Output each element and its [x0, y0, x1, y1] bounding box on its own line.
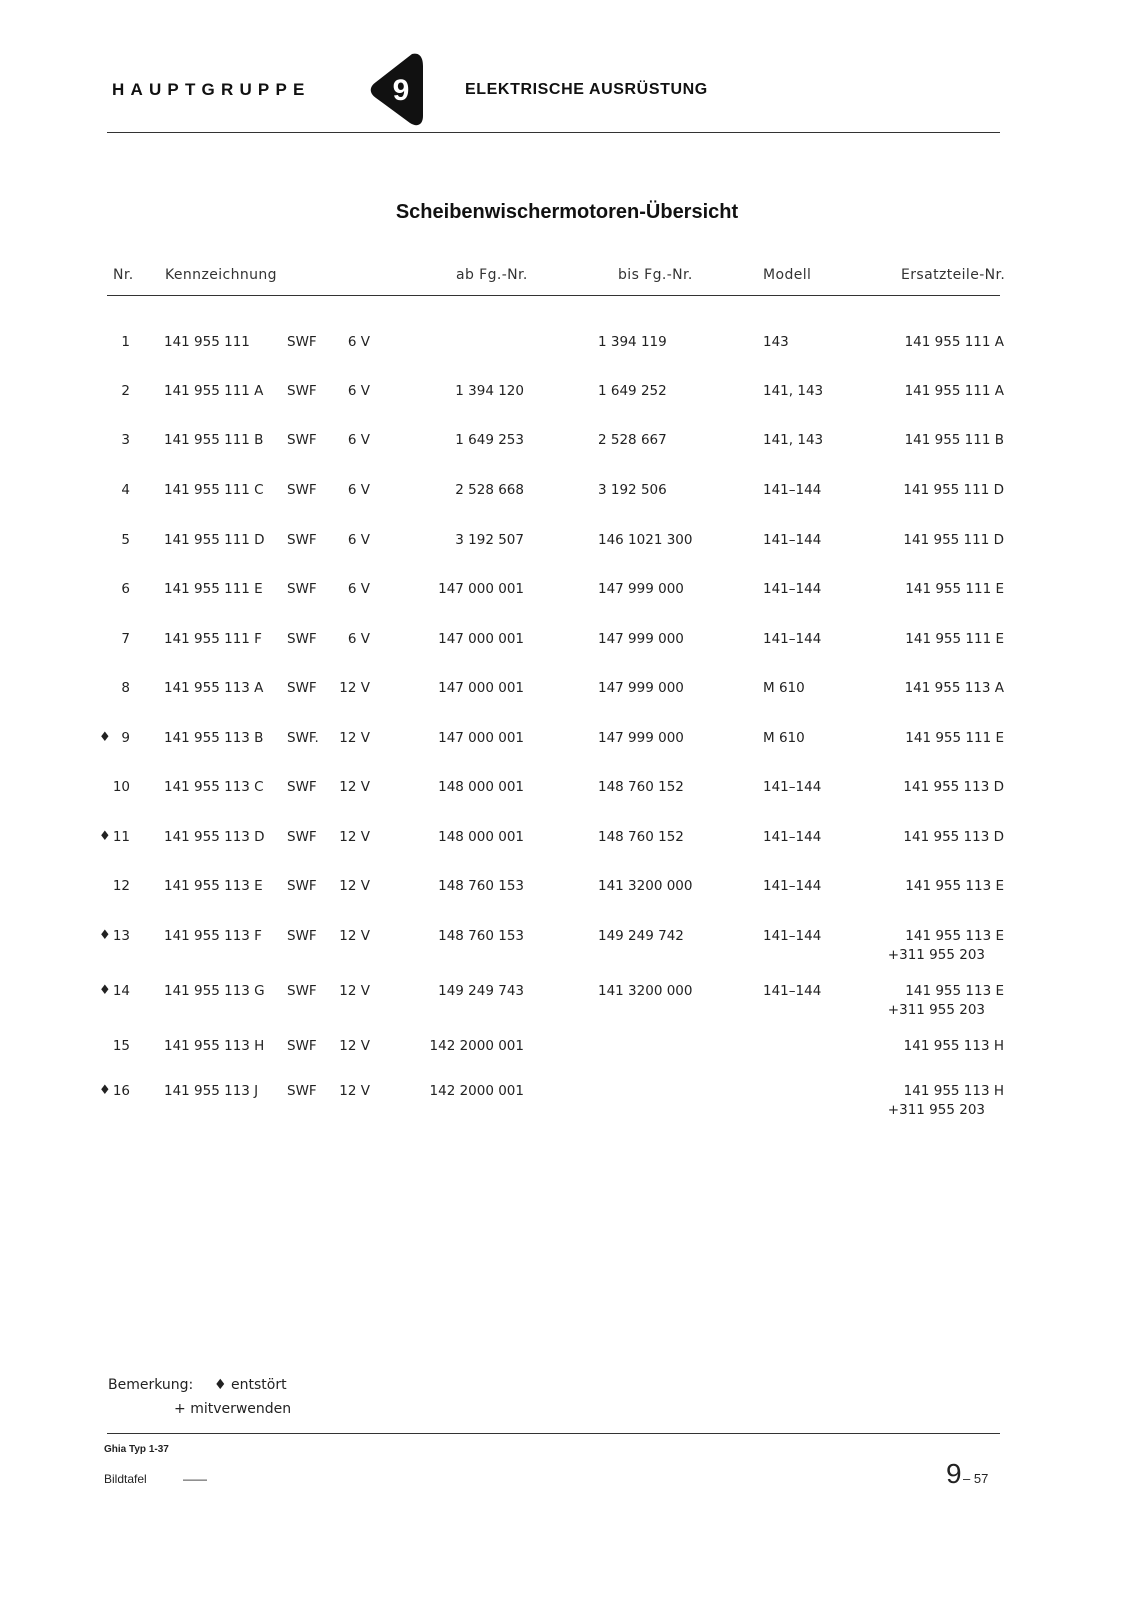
maker-cell: SWF: [287, 383, 317, 399]
ersatzteile-cell: 141 955 113 D: [903, 829, 1004, 845]
group-number-badge: [368, 52, 424, 128]
ab-fg-nr-cell: 3 192 507: [455, 532, 524, 548]
ersatzteile-cell: 141 955 111 D: [903, 532, 1004, 548]
ersatzteile-cell: 141 955 111 A: [904, 383, 1004, 399]
modell-cell: 141–144: [763, 829, 822, 845]
note-entstoert: [214, 1377, 287, 1393]
kennzeichnung-cell: 141 955 113 D: [164, 829, 265, 845]
table-row: [0, 983, 1134, 1018]
voltage-cell: 6 V: [347, 532, 370, 548]
ersatzteile-cell: 141 955 111 E: [905, 730, 1004, 746]
kennzeichnung-cell: 141 955 111 B: [164, 432, 264, 448]
table-row: [0, 730, 1134, 750]
nr-cell: 9: [121, 730, 130, 746]
ab-fg-nr-cell: 148 760 153: [438, 878, 524, 894]
bis-fg-nr-cell: 2 528 667: [598, 432, 667, 448]
ab-fg-nr-cell: 147 000 001: [438, 631, 524, 647]
ersatzteile-cell: 141 955 113 H: [903, 1038, 1004, 1054]
table-row: [0, 680, 1134, 700]
kennzeichnung-cell: 141 955 111 F: [164, 631, 262, 647]
modell-cell: 141, 143: [763, 432, 824, 448]
kennzeichnung-cell: 141 955 111 D: [164, 532, 265, 548]
page-number-major: 9: [946, 1458, 962, 1489]
modell-cell: 141–144: [763, 878, 822, 894]
ab-fg-nr-cell: 147 000 001: [438, 730, 524, 746]
maker-cell: SWF: [287, 532, 317, 548]
bildtafel-label: Bildtafel: [104, 1472, 147, 1486]
nr-cell: 11: [112, 829, 130, 845]
bis-fg-nr-cell: 1 649 252: [598, 383, 667, 399]
note-text: mitverwenden: [190, 1401, 292, 1417]
col-header-ersatzteile: Ersatzteile-Nr.: [901, 267, 1006, 283]
table-row: [0, 383, 1134, 403]
nr-cell: 10: [112, 779, 130, 795]
modell-cell: M 610: [763, 680, 805, 696]
bis-fg-nr-cell: 148 760 152: [598, 829, 684, 845]
table-row: [0, 1038, 1134, 1058]
nr-cell: 16: [112, 1083, 130, 1099]
modell-cell: 141–144: [763, 631, 822, 647]
ab-fg-nr-cell: 142 2000 001: [429, 1083, 524, 1099]
diamond-icon: ♦: [99, 1083, 111, 1098]
voltage-cell: 12 V: [339, 928, 370, 944]
modell-cell: 141–144: [763, 581, 822, 597]
ersatzteile-cell: 141 955 111 D: [903, 482, 1004, 498]
footer-rule: [107, 1433, 1000, 1434]
bis-fg-nr-cell: 147 999 000: [598, 631, 684, 647]
voltage-cell: 6 V: [347, 432, 370, 448]
nr-cell: 12: [112, 878, 130, 894]
maker-cell: SWF.: [287, 730, 319, 746]
modell-cell: 141–144: [763, 779, 822, 795]
ersatzteile-cell: 141 955 111 E: [905, 631, 1004, 647]
ersatzteile-cell: 141 955 113 A: [904, 680, 1004, 696]
voltage-cell: 6 V: [347, 383, 370, 399]
voltage-cell: 12 V: [339, 779, 370, 795]
ersatzteile-extra-cell: +311 955 203: [887, 1002, 985, 1018]
maker-cell: SWF: [287, 779, 317, 795]
modell-cell: 141–144: [763, 482, 822, 498]
voltage-cell: 12 V: [339, 1038, 370, 1054]
triangle-badge-icon: [368, 52, 424, 128]
col-header-nr: Nr.: [113, 267, 134, 283]
voltage-cell: 12 V: [339, 730, 370, 746]
maker-cell: SWF: [287, 334, 317, 350]
kennzeichnung-cell: 141 955 113 C: [164, 779, 264, 795]
col-header-bis: bis Fg.-Nr.: [618, 267, 693, 283]
bis-fg-nr-cell: 141 3200 000: [598, 878, 693, 894]
nr-cell: 4: [121, 482, 130, 498]
ersatzteile-cell: 141 955 113 E: [905, 928, 1004, 944]
table-row: [0, 482, 1134, 502]
ersatzteile-extra-cell: +311 955 203: [887, 947, 985, 963]
ersatzteile-cell: 141 955 113 E: [905, 878, 1004, 894]
table-row: [0, 1083, 1134, 1118]
diamond-icon: ♦: [99, 829, 111, 844]
page-title: Scheibenwischermotoren-Übersicht: [395, 201, 739, 223]
nr-cell: 3: [121, 432, 130, 448]
ab-fg-nr-cell: 1 394 120: [455, 383, 524, 399]
nr-cell: 15: [112, 1038, 130, 1054]
voltage-cell: 6 V: [347, 581, 370, 597]
col-header-ab: ab Fg.-Nr.: [456, 267, 528, 283]
ab-fg-nr-cell: 148 760 153: [438, 928, 524, 944]
col-header-kennzeichnung: Kennzeichnung: [165, 267, 277, 283]
diamond-icon: ♦: [99, 983, 111, 998]
header-rule: [107, 132, 1000, 133]
voltage-cell: 6 V: [347, 482, 370, 498]
nr-cell: 7: [121, 631, 130, 647]
maker-cell: SWF: [287, 983, 317, 999]
bis-fg-nr-cell: 141 3200 000: [598, 983, 693, 999]
ab-fg-nr-cell: 147 000 001: [438, 680, 524, 696]
section-label: ELEKTRISCHE AUSRÜSTUNG: [465, 81, 708, 98]
maker-cell: SWF: [287, 432, 317, 448]
table-row: [0, 334, 1134, 354]
note-mitverwenden: [174, 1401, 291, 1417]
bis-fg-nr-cell: 146 1021 300: [598, 532, 693, 548]
kennzeichnung-cell: 141 955 111 A: [164, 383, 264, 399]
kennzeichnung-cell: 141 955 113 B: [164, 730, 264, 746]
nr-cell: 2: [121, 383, 130, 399]
ab-fg-nr-cell: 148 000 001: [438, 779, 524, 795]
note-text: entstört: [231, 1377, 287, 1393]
page-number-minor: – 57: [963, 1471, 989, 1486]
modell-cell: 141–144: [763, 983, 822, 999]
table-row: [0, 928, 1134, 963]
maker-cell: SWF: [287, 878, 317, 894]
maker-cell: SWF: [287, 1083, 317, 1099]
table-row: [0, 779, 1134, 799]
modell-cell: 141–144: [763, 532, 822, 548]
maker-cell: SWF: [287, 928, 317, 944]
nr-cell: 1: [121, 334, 130, 350]
modell-cell: M 610: [763, 730, 805, 746]
ersatzteile-cell: 141 955 111 A: [904, 334, 1004, 350]
table-row: [0, 878, 1134, 898]
kennzeichnung-cell: 141 955 111 E: [164, 581, 263, 597]
modell-cell: 141–144: [763, 928, 822, 944]
maker-cell: SWF: [287, 1038, 317, 1054]
maker-cell: SWF: [287, 631, 317, 647]
ersatzteile-extra-cell: +311 955 203: [887, 1102, 985, 1118]
kennzeichnung-cell: 141 955 111 C: [164, 482, 264, 498]
voltage-cell: 6 V: [347, 334, 370, 350]
group-number: 9: [392, 74, 410, 107]
plus-icon: +: [174, 1401, 186, 1417]
bis-fg-nr-cell: 3 192 506: [598, 482, 667, 498]
maker-cell: SWF: [287, 829, 317, 845]
model-label: Ghia Typ 1-37: [104, 1444, 169, 1455]
bis-fg-nr-cell: 147 999 000: [598, 581, 684, 597]
hauptgruppe-label: HAUPTGRUPPE: [112, 80, 311, 99]
maker-cell: SWF: [287, 680, 317, 696]
bis-fg-nr-cell: 149 249 742: [598, 928, 684, 944]
table-row: [0, 829, 1134, 849]
diamond-icon: ♦: [99, 730, 111, 745]
modell-cell: 141, 143: [763, 383, 824, 399]
diamond-icon: ♦: [99, 928, 111, 943]
ab-fg-nr-cell: 149 249 743: [438, 983, 524, 999]
voltage-cell: 12 V: [339, 829, 370, 845]
col-header-modell: Modell: [763, 267, 812, 283]
ab-fg-nr-cell: 148 000 001: [438, 829, 524, 845]
ab-fg-nr-cell: 1 649 253: [455, 432, 524, 448]
voltage-cell: 6 V: [347, 631, 370, 647]
table-header-rule: [107, 295, 1000, 296]
voltage-cell: 12 V: [339, 680, 370, 696]
bis-fg-nr-cell: 147 999 000: [598, 730, 684, 746]
maker-cell: SWF: [287, 581, 317, 597]
nr-cell: 8: [121, 680, 130, 696]
kennzeichnung-cell: 141 955 113 G: [164, 983, 265, 999]
voltage-cell: 12 V: [339, 878, 370, 894]
kennzeichnung-cell: 141 955 113 H: [164, 1038, 265, 1054]
maker-cell: SWF: [287, 482, 317, 498]
kennzeichnung-cell: 141 955 113 F: [164, 928, 262, 944]
kennzeichnung-cell: 141 955 111: [164, 334, 250, 350]
bis-fg-nr-cell: 148 760 152: [598, 779, 684, 795]
ersatzteile-cell: 141 955 113 H: [903, 1083, 1004, 1099]
ersatzteile-cell: 141 955 113 E: [905, 983, 1004, 999]
notes-label: Bemerkung:: [108, 1377, 194, 1393]
kennzeichnung-cell: 141 955 113 A: [164, 680, 264, 696]
ab-fg-nr-cell: 147 000 001: [438, 581, 524, 597]
kennzeichnung-cell: 141 955 113 E: [164, 878, 263, 894]
diamond-icon: ♦: [214, 1377, 227, 1393]
kennzeichnung-cell: 141 955 113 J: [164, 1083, 259, 1099]
nr-cell: 5: [121, 532, 130, 548]
voltage-cell: 12 V: [339, 983, 370, 999]
nr-cell: 13: [112, 928, 130, 944]
voltage-cell: 12 V: [339, 1083, 370, 1099]
table-row: [0, 631, 1134, 651]
ersatzteile-cell: 141 955 113 D: [903, 779, 1004, 795]
ab-fg-nr-cell: 2 528 668: [455, 482, 524, 498]
modell-cell: 143: [763, 334, 789, 350]
nr-cell: 6: [121, 581, 130, 597]
bis-fg-nr-cell: 147 999 000: [598, 680, 684, 696]
ersatzteile-cell: 141 955 111 E: [905, 581, 1004, 597]
table-row: [0, 432, 1134, 452]
bildtafel-value: ——: [183, 1472, 207, 1486]
bis-fg-nr-cell: 1 394 119: [598, 334, 667, 350]
table-row: [0, 581, 1134, 601]
table-row: [0, 532, 1134, 552]
ab-fg-nr-cell: 142 2000 001: [429, 1038, 524, 1054]
nr-cell: 14: [112, 983, 130, 999]
ersatzteile-cell: 141 955 111 B: [904, 432, 1004, 448]
